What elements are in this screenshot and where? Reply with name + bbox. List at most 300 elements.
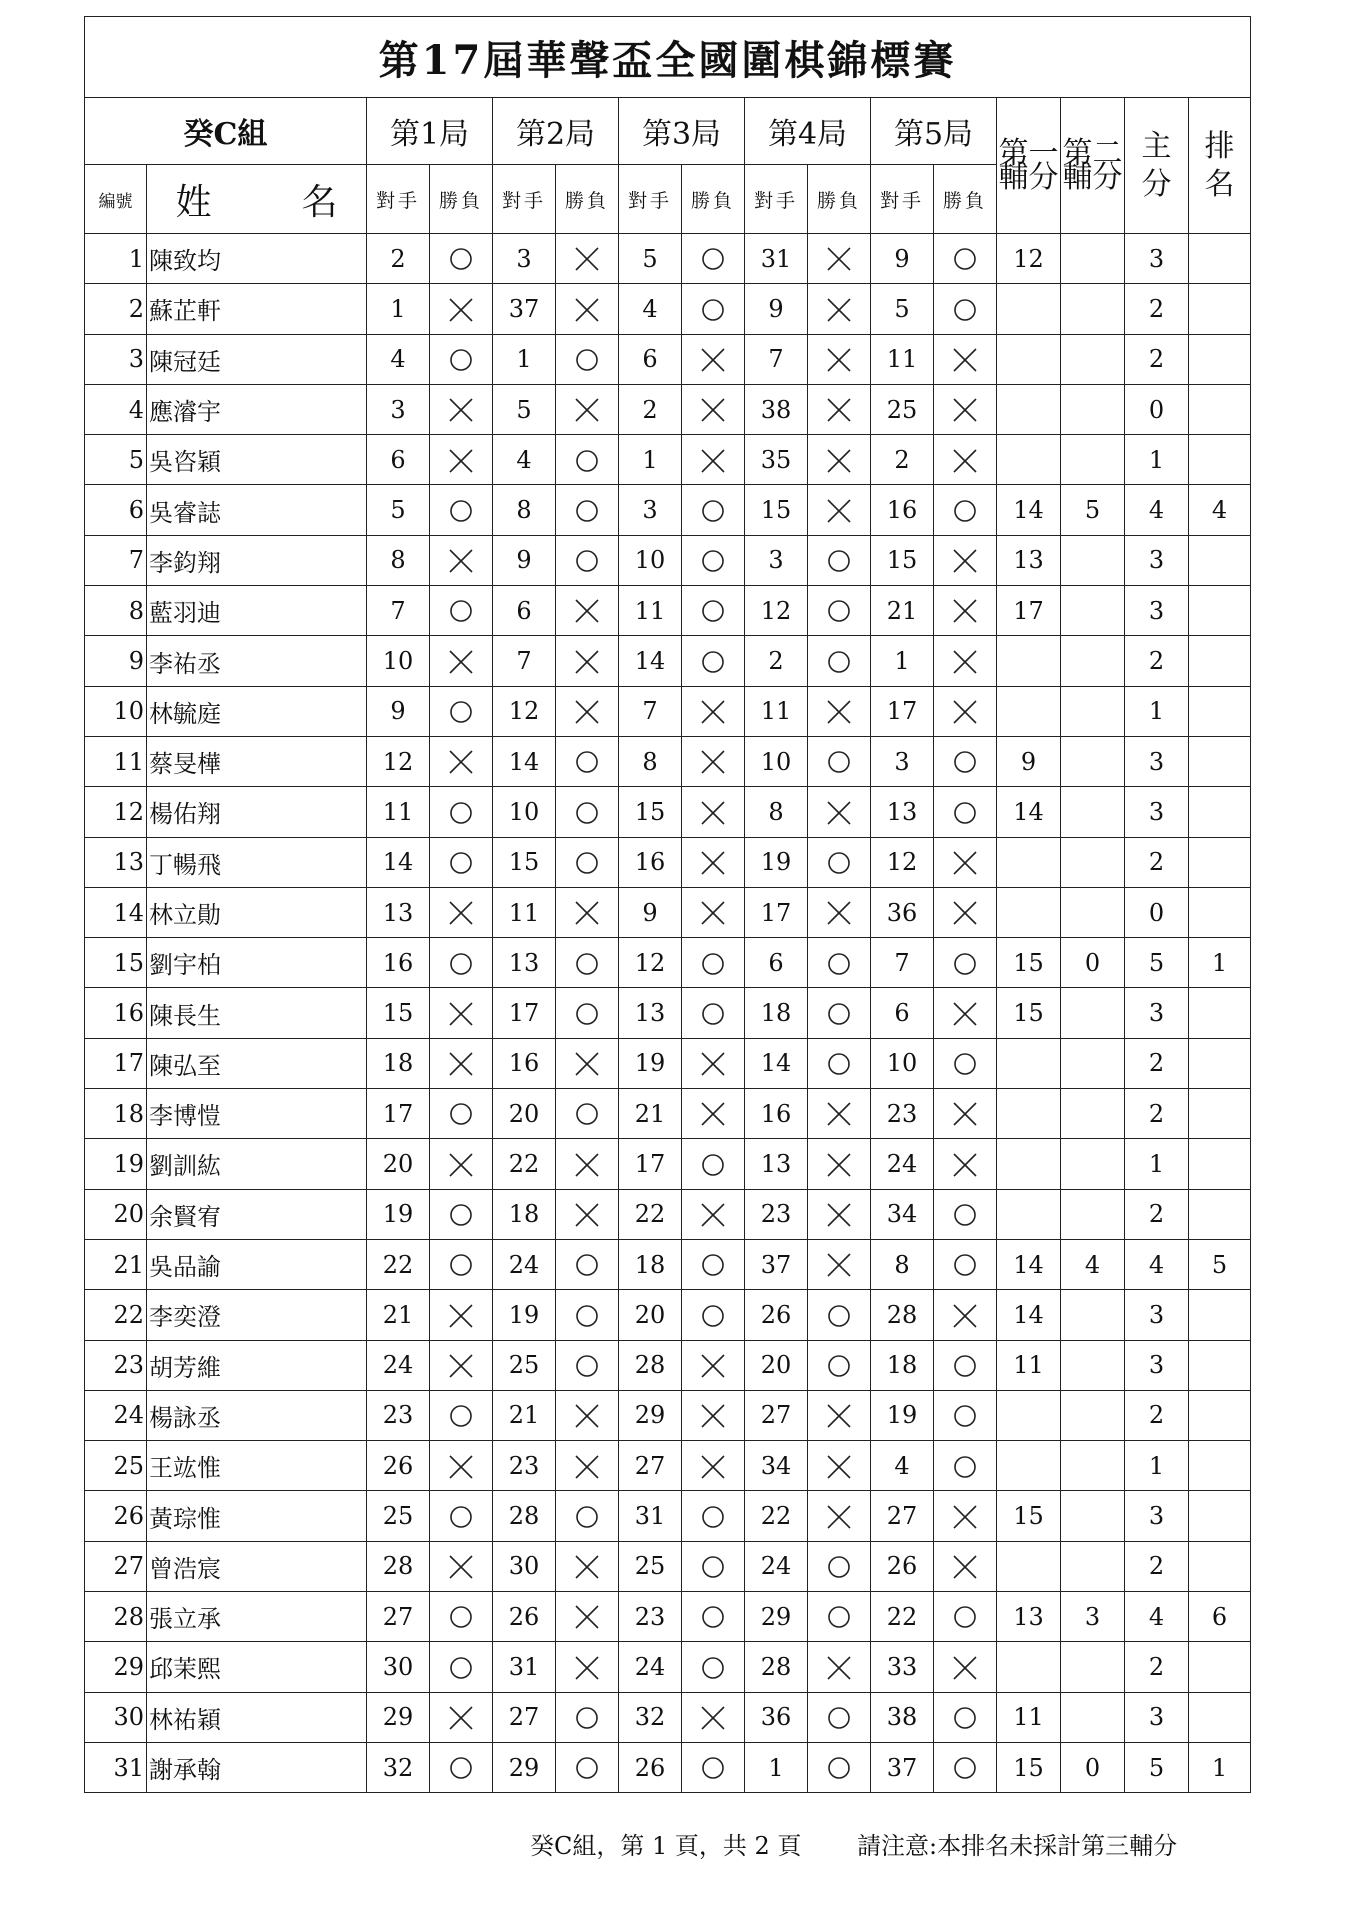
round-2-opponent: 11 [493, 887, 556, 937]
round-4-result [808, 938, 871, 988]
round-3-result [682, 1038, 745, 1088]
round-1-opponent: 11 [367, 787, 430, 837]
round-4-opponent: 24 [745, 1541, 808, 1591]
round-1-opponent: 9 [367, 686, 430, 736]
win-circle-icon [825, 849, 853, 877]
round-1-result [430, 787, 493, 837]
round-2-result [556, 334, 619, 384]
loss-cross-icon [573, 597, 601, 625]
round-2-opponent: 8 [493, 485, 556, 535]
win-circle-icon [573, 1000, 601, 1028]
round-5-opponent: 38 [871, 1692, 934, 1742]
round-3-opponent: 6 [619, 334, 682, 384]
player-number: 26 [85, 1491, 147, 1541]
round-1-opponent: 4 [367, 334, 430, 384]
tiebreak-2: 3 [1061, 1592, 1125, 1642]
round-2-result [556, 1239, 619, 1289]
player-number: 25 [85, 1441, 147, 1491]
player-name: 丁暢飛 [147, 837, 367, 887]
round-5-result [934, 686, 997, 736]
round-2-result [556, 1692, 619, 1742]
player-number: 8 [85, 586, 147, 636]
opponent-header: 對手 [493, 165, 556, 234]
round-2-opponent: 30 [493, 1541, 556, 1591]
loss-cross-icon [699, 698, 727, 726]
player-name: 蘇芷軒 [147, 284, 367, 334]
table-row [85, 1038, 1251, 1088]
rank [1189, 1089, 1251, 1139]
round-5-result [934, 1491, 997, 1541]
player-name: 邱茉熙 [147, 1642, 367, 1692]
loss-cross-icon [825, 698, 853, 726]
round-1-result [430, 1038, 493, 1088]
tiebreak-2 [1061, 636, 1125, 686]
rank [1189, 1290, 1251, 1340]
round-1-result [430, 938, 493, 988]
player-name: 吳品諭 [147, 1239, 367, 1289]
round-3-result [682, 1642, 745, 1692]
win-circle-icon [573, 1251, 601, 1279]
round-2-result [556, 1139, 619, 1189]
main-score: 5 [1125, 1742, 1189, 1792]
round-1-result [430, 1592, 493, 1642]
round-5-result [934, 1290, 997, 1340]
main-score: 2 [1125, 1541, 1189, 1591]
tiebreak-1 [997, 334, 1061, 384]
round-5-opponent: 25 [871, 384, 934, 434]
round-3-opponent: 9 [619, 887, 682, 937]
round-1-result [430, 1541, 493, 1591]
round-5-opponent: 27 [871, 1491, 934, 1541]
round-4-opponent: 1 [745, 1742, 808, 1792]
player-number: 13 [85, 837, 147, 887]
tiebreak-1 [997, 1541, 1061, 1591]
round-5-opponent: 24 [871, 1139, 934, 1189]
player-name: 李奕澄 [147, 1290, 367, 1340]
round-4-opponent: 6 [745, 938, 808, 988]
main-score: 2 [1125, 284, 1189, 334]
round-3-opponent: 11 [619, 586, 682, 636]
rank: 5 [1189, 1239, 1251, 1289]
loss-cross-icon [951, 597, 979, 625]
round-3-result [682, 1340, 745, 1390]
tiebreak-2: 5 [1061, 485, 1125, 535]
loss-cross-icon [699, 1201, 727, 1229]
round-4-result [808, 1038, 871, 1088]
round-2-result [556, 234, 619, 284]
tiebreak-1 [997, 686, 1061, 736]
round-1-result [430, 837, 493, 887]
win-circle-icon [447, 245, 475, 273]
tiebreak-1: 15 [997, 938, 1061, 988]
result-header: 勝負 [808, 165, 871, 234]
win-circle-icon [447, 1251, 475, 1279]
win-circle-icon [951, 748, 979, 776]
win-circle-icon [951, 1201, 979, 1229]
loss-cross-icon [951, 849, 979, 877]
table-row [85, 1491, 1251, 1541]
loss-cross-icon [447, 1151, 475, 1179]
round-1-opponent: 27 [367, 1592, 430, 1642]
player-number: 20 [85, 1189, 147, 1239]
win-circle-icon [573, 1352, 601, 1380]
round-1-result [430, 1139, 493, 1189]
round-4-result [808, 1189, 871, 1239]
round-4-opponent: 10 [745, 736, 808, 786]
round-1-opponent: 18 [367, 1038, 430, 1088]
result-header: 勝負 [934, 165, 997, 234]
table-row [85, 284, 1251, 334]
round-5-opponent: 16 [871, 485, 934, 535]
round-1-result [430, 384, 493, 434]
loss-cross-icon [825, 346, 853, 374]
round-2-opponent: 6 [493, 586, 556, 636]
rank [1189, 736, 1251, 786]
player-name: 陳冠廷 [147, 334, 367, 384]
round-5-result [934, 234, 997, 284]
win-circle-icon [699, 547, 727, 575]
loss-cross-icon [573, 1654, 601, 1682]
round-1-opponent: 7 [367, 586, 430, 636]
round-1-opponent: 16 [367, 938, 430, 988]
tiebreak-1 [997, 1189, 1061, 1239]
win-circle-icon [447, 497, 475, 525]
rank: 1 [1189, 938, 1251, 988]
win-circle-icon [951, 1352, 979, 1380]
main-score-header: 主 分 [1125, 98, 1189, 234]
loss-cross-icon [825, 1402, 853, 1430]
loss-cross-icon [951, 547, 979, 575]
player-name: 胡芳維 [147, 1340, 367, 1390]
result-header: 勝負 [430, 165, 493, 234]
rank [1189, 686, 1251, 736]
rank [1189, 1692, 1251, 1742]
loss-cross-icon [825, 396, 853, 424]
table-row [85, 837, 1251, 887]
round-5-opponent: 8 [871, 1239, 934, 1289]
round-4-opponent: 18 [745, 988, 808, 1038]
win-circle-icon [447, 1100, 475, 1128]
tiebreak-1: 13 [997, 535, 1061, 585]
round-2-opponent: 29 [493, 1742, 556, 1792]
tiebreak-1: 9 [997, 736, 1061, 786]
round-2-opponent: 13 [493, 938, 556, 988]
tiebreak-1: 15 [997, 1742, 1061, 1792]
round-4-opponent: 37 [745, 1239, 808, 1289]
win-circle-icon [447, 1654, 475, 1682]
player-name: 劉宇柏 [147, 938, 367, 988]
round-3-opponent: 32 [619, 1692, 682, 1742]
round-3-result [682, 234, 745, 284]
loss-cross-icon [573, 1151, 601, 1179]
loss-cross-icon [825, 899, 853, 927]
round-1-opponent: 25 [367, 1491, 430, 1541]
round-4-opponent: 15 [745, 485, 808, 535]
main-score: 3 [1125, 1491, 1189, 1541]
tiebreak-2: 4 [1061, 1239, 1125, 1289]
round-2-result [556, 686, 619, 736]
round-5-result [934, 1541, 997, 1591]
round-3-opponent: 2 [619, 384, 682, 434]
round-1-opponent: 32 [367, 1742, 430, 1792]
main-score: 3 [1125, 535, 1189, 585]
win-circle-icon [447, 799, 475, 827]
round-1-opponent: 2 [367, 234, 430, 284]
rank [1189, 988, 1251, 1038]
round-5-opponent: 4 [871, 1441, 934, 1491]
round-5-opponent: 33 [871, 1642, 934, 1692]
round-5-opponent: 11 [871, 334, 934, 384]
main-score: 2 [1125, 837, 1189, 887]
round-2-result [556, 1089, 619, 1139]
round-1-result [430, 636, 493, 686]
rank [1189, 1642, 1251, 1692]
round-3-result [682, 485, 745, 535]
player-name: 張立承 [147, 1592, 367, 1642]
loss-cross-icon [699, 1704, 727, 1732]
round-3-opponent: 10 [619, 535, 682, 585]
round-5-result [934, 334, 997, 384]
round-1-result [430, 535, 493, 585]
win-circle-icon [951, 245, 979, 273]
tiebreak-1: 14 [997, 787, 1061, 837]
table-row [85, 1390, 1251, 1440]
round-3-opponent: 24 [619, 1642, 682, 1692]
win-circle-icon [573, 950, 601, 978]
player-number: 6 [85, 485, 147, 535]
round-4-opponent: 9 [745, 284, 808, 334]
rank [1189, 1139, 1251, 1189]
round-5-opponent: 22 [871, 1592, 934, 1642]
round-5-opponent: 36 [871, 887, 934, 937]
round-2-result [556, 1290, 619, 1340]
loss-cross-icon [699, 1050, 727, 1078]
tiebreak-2 [1061, 334, 1125, 384]
round-1-result [430, 334, 493, 384]
loss-cross-icon [951, 1000, 979, 1028]
main-score: 3 [1125, 736, 1189, 786]
round-2-opponent: 31 [493, 1642, 556, 1692]
player-name: 余賢宥 [147, 1189, 367, 1239]
round-5-result [934, 586, 997, 636]
round-2-result [556, 938, 619, 988]
tournament-title: 第17屆華聲盃全國圍棋錦標賽 [85, 17, 1251, 98]
round-3-result [682, 1541, 745, 1591]
round-4-opponent: 13 [745, 1139, 808, 1189]
round-1-result [430, 887, 493, 937]
round-5-result [934, 1239, 997, 1289]
group-name: 癸C組 [85, 98, 367, 165]
rank [1189, 535, 1251, 585]
round-1-opponent: 10 [367, 636, 430, 686]
loss-cross-icon [573, 1453, 601, 1481]
round-5-result [934, 1038, 997, 1088]
loss-cross-icon [951, 899, 979, 927]
round-2-result [556, 586, 619, 636]
win-circle-icon [825, 547, 853, 575]
round-1-result [430, 1340, 493, 1390]
player-number: 10 [85, 686, 147, 736]
round-2-header: 第2局 [493, 98, 619, 165]
tiebreak-2 [1061, 837, 1125, 887]
tiebreak-2 [1061, 586, 1125, 636]
tiebreak-1 [997, 887, 1061, 937]
win-circle-icon [573, 1503, 601, 1531]
round-2-result [556, 1038, 619, 1088]
round-5-opponent: 34 [871, 1189, 934, 1239]
round-3-result [682, 686, 745, 736]
round-1-result [430, 1390, 493, 1440]
round-2-opponent: 22 [493, 1139, 556, 1189]
round-5-result [934, 736, 997, 786]
tiebreak-1 [997, 1038, 1061, 1088]
loss-cross-icon [573, 698, 601, 726]
round-5-opponent: 26 [871, 1541, 934, 1591]
table-row [85, 1340, 1251, 1390]
round-1-opponent: 1 [367, 284, 430, 334]
table-row [85, 636, 1251, 686]
round-3-opponent: 12 [619, 938, 682, 988]
loss-cross-icon [447, 396, 475, 424]
round-5-opponent: 6 [871, 988, 934, 1038]
loss-cross-icon [447, 648, 475, 676]
round-1-result [430, 686, 493, 736]
loss-cross-icon [825, 1453, 853, 1481]
round-2-opponent: 14 [493, 736, 556, 786]
round-3-result [682, 887, 745, 937]
loss-cross-icon [951, 648, 979, 676]
round-4-result [808, 1290, 871, 1340]
round-5-result [934, 284, 997, 334]
round-4-opponent: 16 [745, 1089, 808, 1139]
round-3-result [682, 988, 745, 1038]
win-circle-icon [951, 1453, 979, 1481]
round-2-opponent: 5 [493, 384, 556, 434]
win-circle-icon [447, 698, 475, 726]
round-4-opponent: 38 [745, 384, 808, 434]
round-3-opponent: 16 [619, 837, 682, 887]
main-score: 1 [1125, 686, 1189, 736]
round-5-result [934, 837, 997, 887]
round-1-opponent: 30 [367, 1642, 430, 1692]
loss-cross-icon [951, 1151, 979, 1179]
win-circle-icon [447, 1503, 475, 1531]
round-2-result [556, 1642, 619, 1692]
main-score: 1 [1125, 1441, 1189, 1491]
round-3-result [682, 736, 745, 786]
rank: 1 [1189, 1742, 1251, 1792]
loss-cross-icon [573, 899, 601, 927]
round-4-opponent: 31 [745, 234, 808, 284]
round-5-result [934, 485, 997, 535]
round-4-result [808, 1642, 871, 1692]
loss-cross-icon [447, 1050, 475, 1078]
round-4-opponent: 26 [745, 1290, 808, 1340]
round-5-opponent: 17 [871, 686, 934, 736]
tiebreak-1: 11 [997, 1692, 1061, 1742]
win-circle-icon [447, 597, 475, 625]
round-4-result [808, 1239, 871, 1289]
player-number: 4 [85, 384, 147, 434]
round-1-opponent: 14 [367, 837, 430, 887]
round-5-result [934, 535, 997, 585]
round-2-opponent: 23 [493, 1441, 556, 1491]
round-2-opponent: 4 [493, 435, 556, 485]
tiebreak-1 [997, 1139, 1061, 1189]
loss-cross-icon [447, 447, 475, 475]
round-3-opponent: 17 [619, 1139, 682, 1189]
round-4-result [808, 1491, 871, 1541]
win-circle-icon [699, 1151, 727, 1179]
player-name: 王竑惟 [147, 1441, 367, 1491]
round-3-result [682, 1139, 745, 1189]
table-row [85, 1441, 1251, 1491]
round-4-result [808, 435, 871, 485]
round-3-result [682, 1089, 745, 1139]
round-2-result [556, 1491, 619, 1541]
main-score: 3 [1125, 586, 1189, 636]
round-2-opponent: 27 [493, 1692, 556, 1742]
round-2-opponent: 10 [493, 787, 556, 837]
loss-cross-icon [825, 1151, 853, 1179]
round-4-result [808, 1592, 871, 1642]
round-4-opponent: 20 [745, 1340, 808, 1390]
round-5-opponent: 2 [871, 435, 934, 485]
round-4-result [808, 1541, 871, 1591]
standings-table [84, 16, 1251, 1793]
loss-cross-icon [699, 1453, 727, 1481]
round-1-result [430, 284, 493, 334]
main-score: 4 [1125, 485, 1189, 535]
round-4-opponent: 34 [745, 1441, 808, 1491]
round-2-opponent: 17 [493, 988, 556, 1038]
main-score: 3 [1125, 1340, 1189, 1390]
player-number: 23 [85, 1340, 147, 1390]
round-5-result [934, 1340, 997, 1390]
table-row [85, 1239, 1251, 1289]
tiebreak-1 [997, 837, 1061, 887]
win-circle-icon [699, 497, 727, 525]
round-5-result [934, 1390, 997, 1440]
player-rows [85, 234, 1251, 1793]
tiebreak-2 [1061, 1642, 1125, 1692]
tiebreak-1 [997, 284, 1061, 334]
table-row [85, 1541, 1251, 1591]
round-2-result [556, 1592, 619, 1642]
round-4-result [808, 1742, 871, 1792]
player-number: 28 [85, 1592, 147, 1642]
round-1-opponent: 12 [367, 736, 430, 786]
loss-cross-icon [951, 1302, 979, 1330]
tiebreak-2 [1061, 1089, 1125, 1139]
round-3-result [682, 284, 745, 334]
round-5-opponent: 3 [871, 736, 934, 786]
round-3-result [682, 938, 745, 988]
win-circle-icon [573, 1754, 601, 1782]
round-1-opponent: 23 [367, 1390, 430, 1440]
rank [1189, 234, 1251, 284]
round-4-result [808, 887, 871, 937]
rank [1189, 1491, 1251, 1541]
round-4-result [808, 234, 871, 284]
round-5-opponent: 21 [871, 586, 934, 636]
player-number: 18 [85, 1089, 147, 1139]
round-4-result [808, 636, 871, 686]
round-1-opponent: 26 [367, 1441, 430, 1491]
player-name: 曾浩宸 [147, 1541, 367, 1591]
round-3-result [682, 334, 745, 384]
win-circle-icon [573, 1100, 601, 1128]
